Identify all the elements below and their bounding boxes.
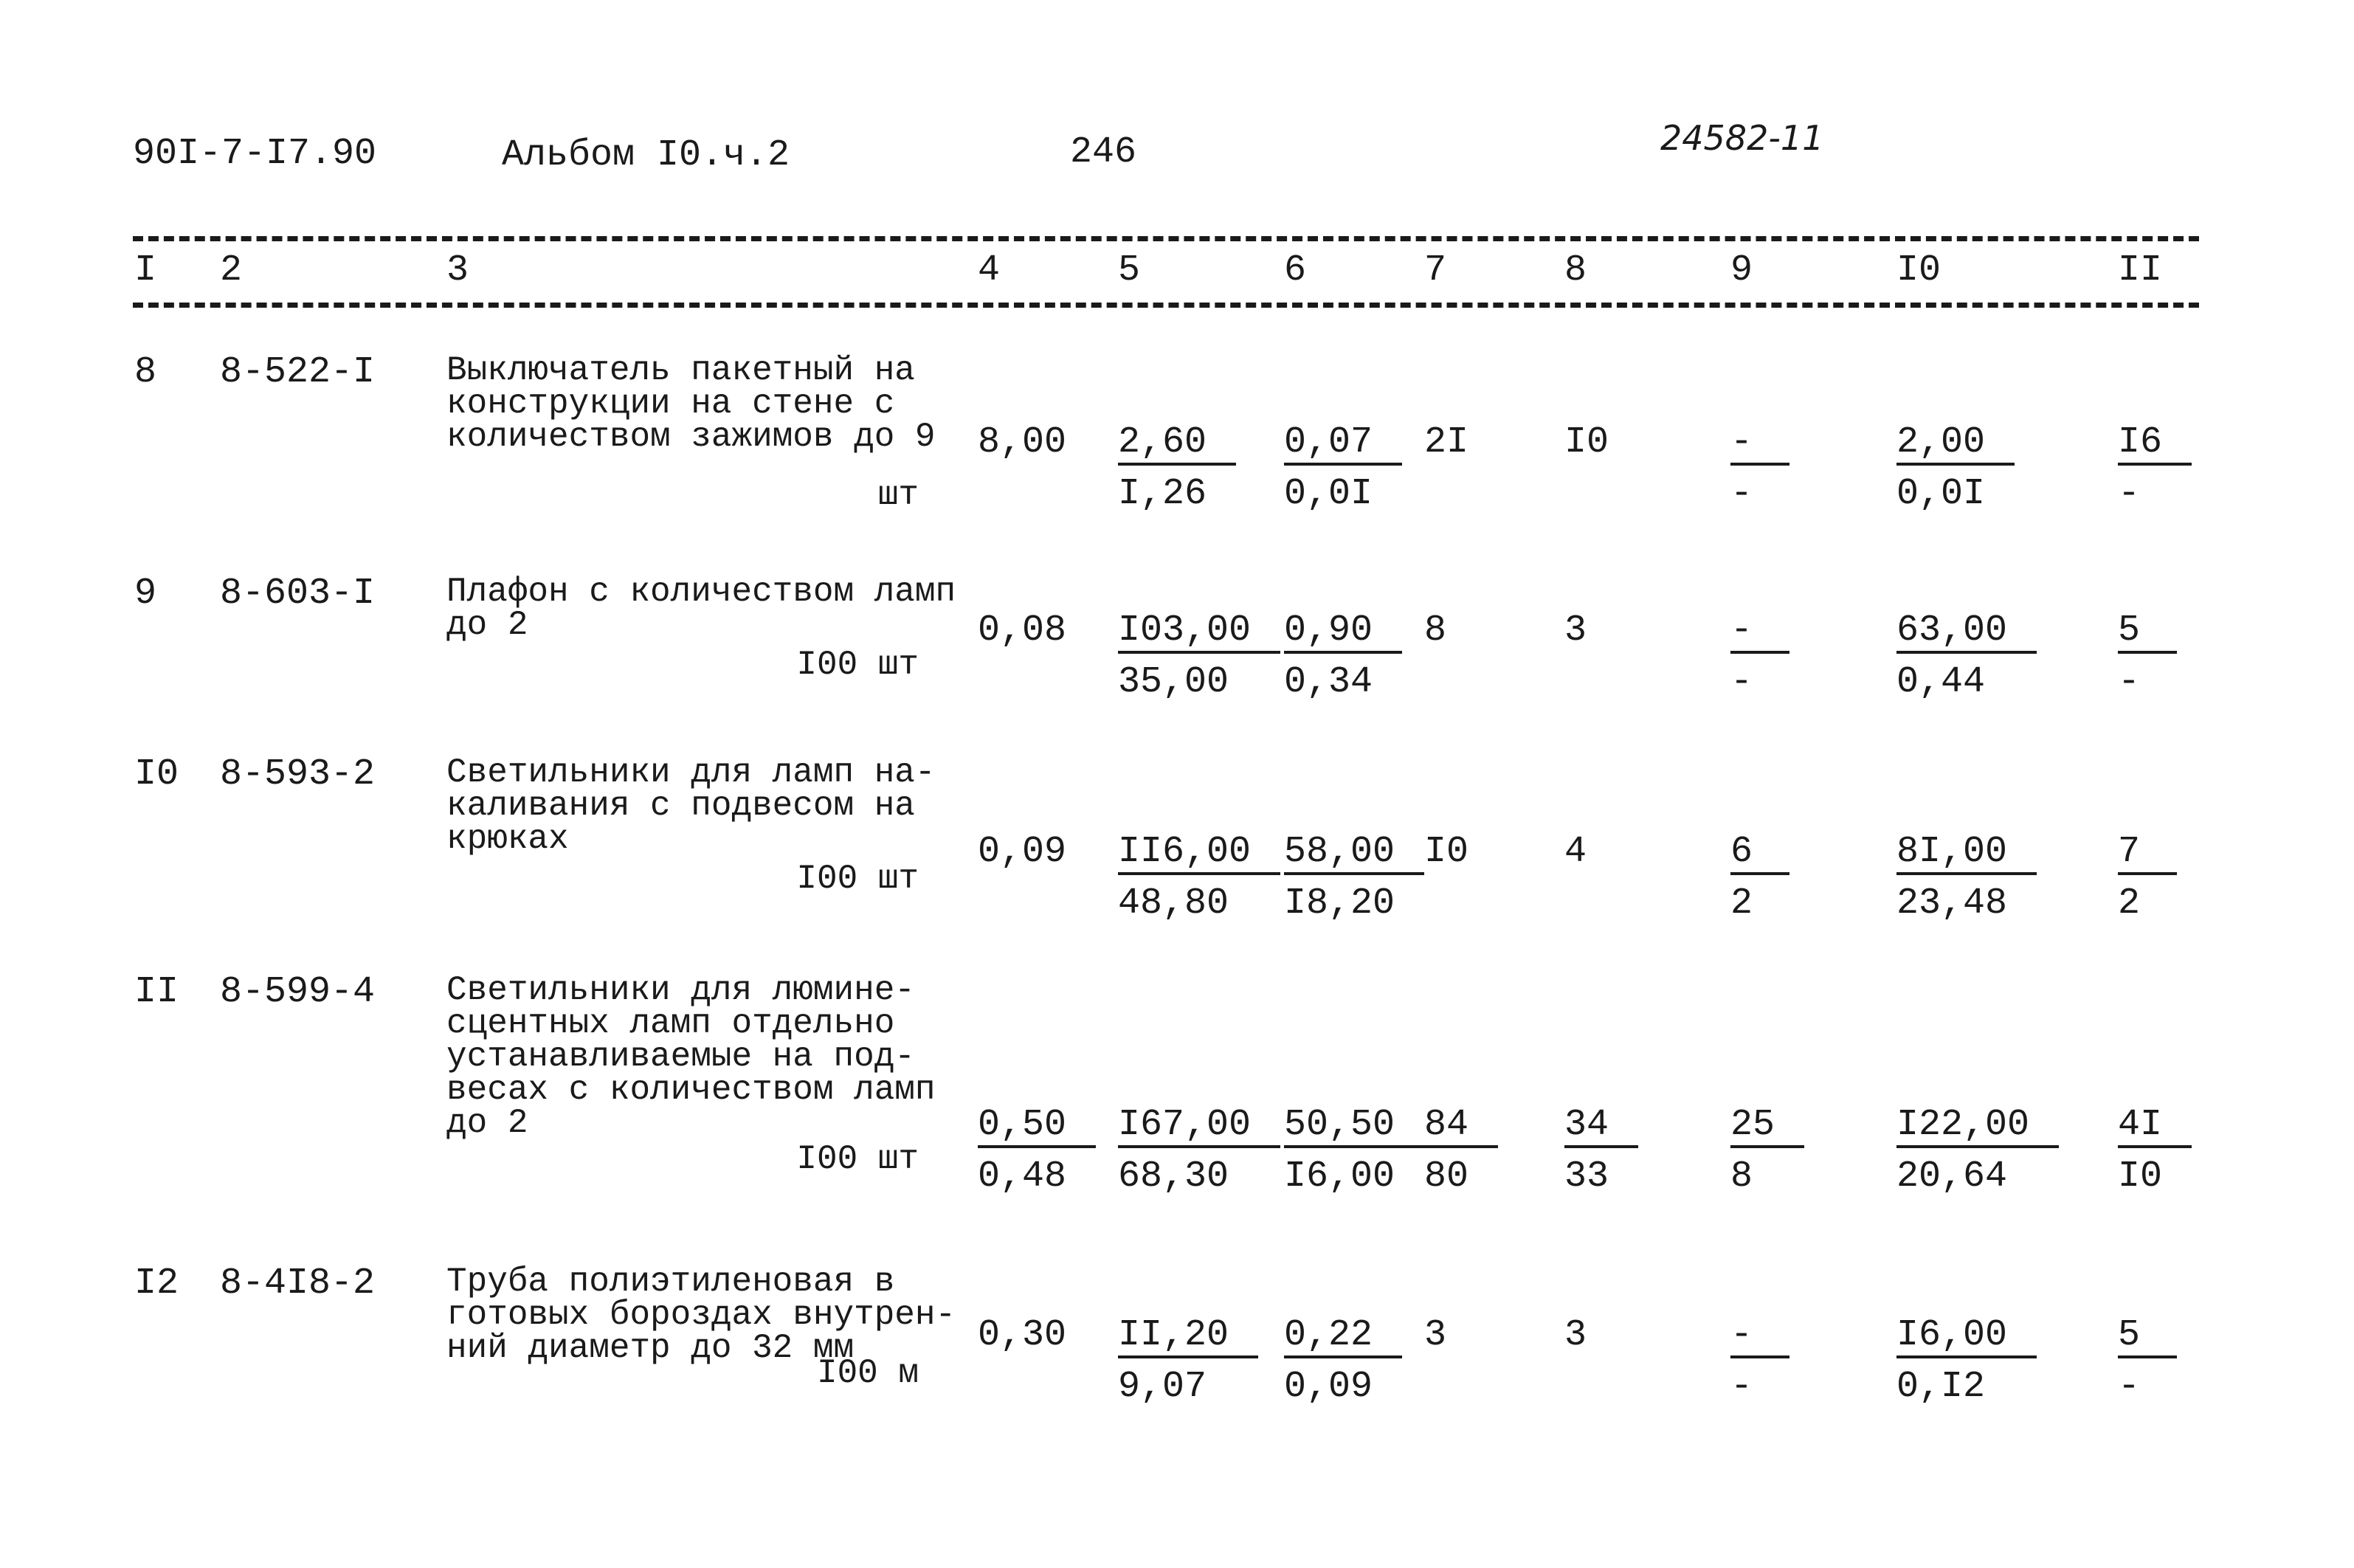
table-rule-bottom (133, 303, 2199, 308)
row-value-col4 (978, 1104, 1096, 1198)
row-number: 9 (134, 573, 157, 615)
value-denominator: 0,44 (1896, 661, 1986, 703)
row-value-col8 (1564, 831, 1594, 883)
row-unit: I00 шт (796, 646, 919, 684)
value-denominator: I6,00 (1284, 1156, 1395, 1198)
row-value-col4 (978, 421, 1067, 473)
value-numerator: - (1730, 424, 1789, 466)
row-unit: I00 шт (796, 860, 919, 898)
column-number-9: 9 (1730, 249, 1753, 291)
value-numerator: II,20 (1118, 1317, 1258, 1358)
row-description: Плафон с количеством ламп до 2 (446, 573, 956, 644)
value-numerator: 8 (1424, 609, 1447, 652)
value-denominator: 33 (1564, 1156, 1609, 1198)
row-value-col6 (1284, 609, 1402, 703)
column-number-10: I0 (1896, 249, 1941, 291)
row-value-col7 (1424, 1104, 1498, 1198)
row-number: 8 (134, 351, 157, 393)
row-value-col10 (1896, 609, 2037, 703)
doc-code: 90I-7-I7.90 (133, 133, 377, 175)
row-value-col4 (978, 1314, 1067, 1366)
column-number-5: 5 (1118, 249, 1141, 291)
column-number-3: 3 (446, 249, 469, 291)
row-code: 8-522-I (220, 351, 376, 393)
row-code: 8-4I8-2 (220, 1263, 376, 1305)
value-denominator: 9,07 (1118, 1366, 1207, 1408)
row-code: 8-603-I (220, 573, 376, 615)
row-value-col7 (1424, 1314, 1454, 1366)
value-denominator: I8,20 (1284, 883, 1395, 925)
value-numerator: 25 (1730, 1107, 1804, 1148)
row-value-col5 (1118, 609, 1280, 703)
value-numerator: 4 (1564, 831, 1587, 873)
value-denominator: 48,80 (1118, 883, 1229, 925)
value-numerator: 58,00 (1284, 834, 1424, 875)
row-description: Труба полиэтиленовая в готовых бороздах внутрен- ний диаметр до 32 мм (446, 1263, 956, 1367)
value-numerator: - (1730, 1317, 1789, 1358)
value-numerator: 8I,00 (1896, 834, 2037, 875)
value-denominator: 0,09 (1284, 1366, 1373, 1408)
row-value-col11 (2118, 1314, 2177, 1408)
value-numerator: I67,00 (1118, 1107, 1280, 1148)
value-numerator: II6,00 (1118, 834, 1280, 875)
value-numerator: 5 (2118, 612, 2177, 654)
value-denominator: - (2118, 473, 2141, 515)
value-denominator: - (2118, 661, 2141, 703)
row-value-col6 (1284, 1314, 1402, 1408)
row-code: 8-599-4 (220, 971, 376, 1013)
row-number: II (134, 971, 179, 1013)
row-value-col4 (978, 609, 1067, 661)
value-numerator: 3 (1424, 1314, 1447, 1356)
row-value-col6 (1284, 1104, 1424, 1198)
row-value-col9 (1730, 1104, 1804, 1198)
row-value-col5 (1118, 831, 1280, 925)
column-number-7: 7 (1424, 249, 1447, 291)
row-value-col8 (1564, 1314, 1594, 1366)
value-numerator: 0,22 (1284, 1317, 1402, 1358)
row-code: 8-593-2 (220, 753, 376, 795)
row-unit: шт (877, 476, 919, 514)
row-number: I2 (134, 1263, 179, 1305)
sheet-number: 24582-11 (1660, 118, 1824, 158)
value-numerator: 0,90 (1284, 612, 1402, 654)
value-numerator: 8,00 (978, 421, 1067, 463)
row-value-col9 (1730, 609, 1789, 703)
row-value-col6 (1284, 831, 1424, 925)
value-numerator: 2I (1424, 421, 1469, 463)
column-number-11: II (2118, 249, 2163, 291)
value-numerator: 0,08 (978, 609, 1067, 652)
value-denominator: 20,64 (1896, 1156, 2008, 1198)
value-numerator: 84 (1424, 1107, 1498, 1148)
value-numerator: 6 (1730, 834, 1789, 875)
row-value-col8 (1564, 609, 1594, 661)
row-value-col9 (1730, 831, 1789, 925)
value-denominator: 2 (2118, 883, 2141, 925)
value-numerator: 2,00 (1896, 424, 2015, 466)
value-denominator: 0,48 (978, 1156, 1067, 1198)
row-value-col11 (2118, 831, 2177, 925)
row-value-col7 (1424, 831, 1469, 883)
row-value-col6 (1284, 421, 1402, 515)
value-numerator: 2,60 (1118, 424, 1236, 466)
value-denominator: - (1730, 473, 1753, 515)
row-unit: I00 м (816, 1354, 919, 1392)
value-denominator: 35,00 (1118, 661, 1229, 703)
value-numerator: I0 (1564, 421, 1609, 463)
value-denominator: 0,I2 (1896, 1366, 1986, 1408)
value-numerator: I6,00 (1896, 1317, 2037, 1358)
value-numerator: 4I (2118, 1107, 2192, 1148)
row-value-col9 (1730, 1314, 1789, 1408)
column-number-8: 8 (1564, 249, 1587, 291)
row-description: Светильники для ламп на- каливания с подвесом на крюках (446, 753, 936, 858)
row-value-col9 (1730, 421, 1789, 515)
table-rule-top (133, 236, 2199, 241)
row-value-col7 (1424, 421, 1469, 473)
value-denominator: 0,0I (1896, 473, 1986, 515)
value-denominator: I,26 (1118, 473, 1207, 515)
row-value-col11 (2118, 421, 2192, 515)
row-value-col5 (1118, 1314, 1258, 1408)
value-numerator: 3 (1564, 609, 1587, 652)
value-numerator: 0,09 (978, 831, 1067, 873)
value-denominator: 0,0I (1284, 473, 1373, 515)
row-value-col7 (1424, 609, 1454, 661)
value-numerator: 34 (1564, 1107, 1638, 1148)
value-numerator: 7 (2118, 834, 2177, 875)
row-unit: I00 шт (796, 1140, 919, 1178)
value-numerator: 0,07 (1284, 424, 1402, 466)
value-denominator: 68,30 (1118, 1156, 1229, 1198)
value-numerator: - (1730, 612, 1789, 654)
page-number: 246 (1070, 131, 1137, 173)
column-number-1: I (134, 249, 157, 291)
value-numerator: 0,50 (978, 1107, 1096, 1148)
value-denominator: 8 (1730, 1156, 1753, 1198)
value-numerator: 5 (2118, 1317, 2177, 1358)
row-value-col5 (1118, 1104, 1280, 1198)
value-numerator: 3 (1564, 1314, 1587, 1356)
column-number-6: 6 (1284, 249, 1307, 291)
value-numerator: I03,00 (1118, 612, 1280, 654)
row-value-col11 (2118, 1104, 2192, 1198)
value-denominator: I0 (2118, 1156, 2163, 1198)
value-numerator: I22,00 (1896, 1107, 2059, 1148)
row-value-col8 (1564, 421, 1609, 473)
value-numerator: I0 (1424, 831, 1469, 873)
value-numerator: 0,30 (978, 1314, 1067, 1356)
value-denominator: - (1730, 661, 1753, 703)
value-denominator: 80 (1424, 1156, 1469, 1198)
row-value-col5 (1118, 421, 1236, 515)
row-value-col10 (1896, 831, 2037, 925)
value-denominator: - (1730, 1366, 1753, 1408)
row-value-col10 (1896, 421, 2015, 515)
row-value-col10 (1896, 1314, 2037, 1408)
value-numerator: 63,00 (1896, 612, 2037, 654)
row-value-col10 (1896, 1104, 2059, 1198)
row-value-col11 (2118, 609, 2177, 703)
row-value-col8 (1564, 1104, 1638, 1198)
value-denominator: 23,48 (1896, 883, 2008, 925)
row-value-col4 (978, 831, 1067, 883)
column-number-2: 2 (220, 249, 243, 291)
value-numerator: I6 (2118, 424, 2192, 466)
value-denominator: 2 (1730, 883, 1753, 925)
album-label: Альбом I0.ч.2 (502, 134, 790, 176)
column-number-4: 4 (978, 249, 1001, 291)
value-denominator: - (2118, 1366, 2141, 1408)
row-description: Выключатель пакетный на конструкции на стене с количеством зажимов до 9 (446, 351, 936, 456)
value-denominator: 0,34 (1284, 661, 1373, 703)
row-number: I0 (134, 753, 179, 795)
value-numerator: 50,50 (1284, 1107, 1424, 1148)
row-description: Светильники для люмине- сцентных ламп отдельно устанавливаемые на под- весах с количеством ламп до 2 (446, 971, 936, 1142)
